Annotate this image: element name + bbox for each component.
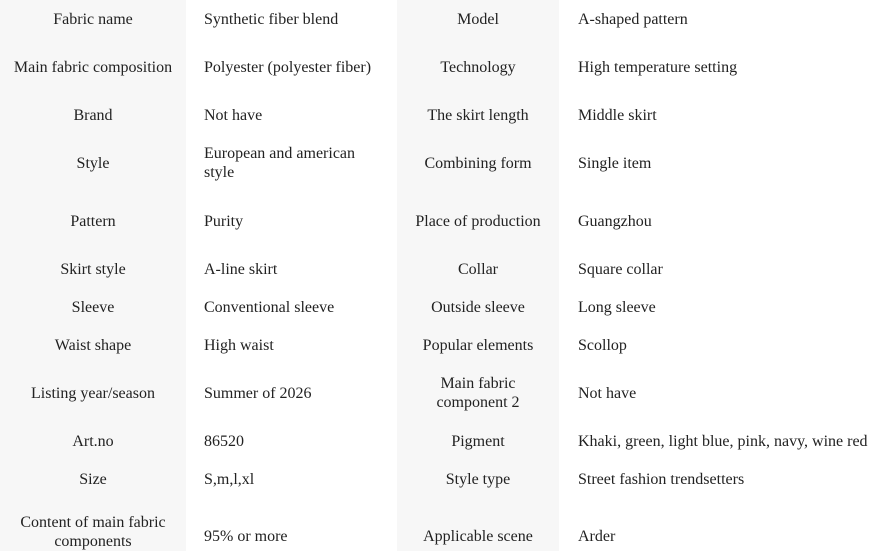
spec-label: Pigment — [397, 422, 559, 460]
table-row — [0, 288, 892, 326]
spec-label: Applicable scene — [397, 498, 559, 551]
table-row — [0, 498, 892, 551]
table-row — [0, 134, 892, 192]
table-row — [0, 250, 892, 288]
spec-label: Collar — [397, 250, 559, 288]
table-row — [0, 364, 892, 422]
table-row — [0, 96, 892, 134]
spec-label: Model — [397, 0, 559, 38]
spec-value: Square collar — [559, 250, 892, 288]
spec-value: Guangzhou — [559, 192, 892, 250]
spec-label: Art.no — [0, 422, 186, 460]
spec-value: Synthetic fiber blend — [186, 0, 397, 38]
table-row — [0, 460, 892, 498]
spec-label: Place of production — [397, 192, 559, 250]
spec-label: Technology — [397, 38, 559, 96]
spec-value: Scollop — [559, 326, 892, 364]
spec-value: 95% or more — [186, 498, 397, 551]
spec-value: Purity — [186, 192, 397, 250]
spec-value: Not have — [559, 364, 892, 422]
spec-label: Waist shape — [0, 326, 186, 364]
spec-value: Middle skirt — [559, 96, 892, 134]
spec-label: Fabric name — [0, 0, 186, 38]
spec-value: High waist — [186, 326, 397, 364]
table-row — [0, 422, 892, 460]
spec-value: European and american style — [186, 134, 397, 192]
spec-value: Polyester (polyester fiber) — [186, 38, 397, 96]
spec-value: 86520 — [186, 422, 397, 460]
spec-value: A-shaped pattern — [559, 0, 892, 38]
spec-value: Long sleeve — [559, 288, 892, 326]
spec-label: Popular elements — [397, 326, 559, 364]
spec-label: Content of main fabric components — [0, 498, 186, 551]
table-row — [0, 326, 892, 364]
spec-label: Pattern — [0, 192, 186, 250]
spec-label: Main fabric composition — [0, 38, 186, 96]
spec-label: Outside sleeve — [397, 288, 559, 326]
spec-label: Style type — [397, 460, 559, 498]
spec-value: S,m,l,xl — [186, 460, 397, 498]
spec-value: Conventional sleeve — [186, 288, 397, 326]
spec-label: Style — [0, 134, 186, 192]
spec-value: Street fashion trendsetters — [559, 460, 892, 498]
spec-label: The skirt length — [397, 96, 559, 134]
spec-value: A-line skirt — [186, 250, 397, 288]
spec-value: Single item — [559, 134, 892, 192]
spec-value: Arder — [559, 498, 892, 551]
spec-value: High temperature setting — [559, 38, 892, 96]
spec-label: Main fabric component 2 — [397, 364, 559, 422]
spec-label: Skirt style — [0, 250, 186, 288]
spec-label: Size — [0, 460, 186, 498]
spec-value: Summer of 2026 — [186, 364, 397, 422]
spec-value: Khaki, green, light blue, pink, navy, wine red — [559, 422, 892, 460]
spec-label: Listing year/season — [0, 364, 186, 422]
table-row — [0, 38, 892, 96]
spec-label: Sleeve — [0, 288, 186, 326]
table-row — [0, 192, 892, 250]
spec-label: Brand — [0, 96, 186, 134]
table-row — [0, 0, 892, 38]
spec-label: Combining form — [397, 134, 559, 192]
spec-value: Not have — [186, 96, 397, 134]
